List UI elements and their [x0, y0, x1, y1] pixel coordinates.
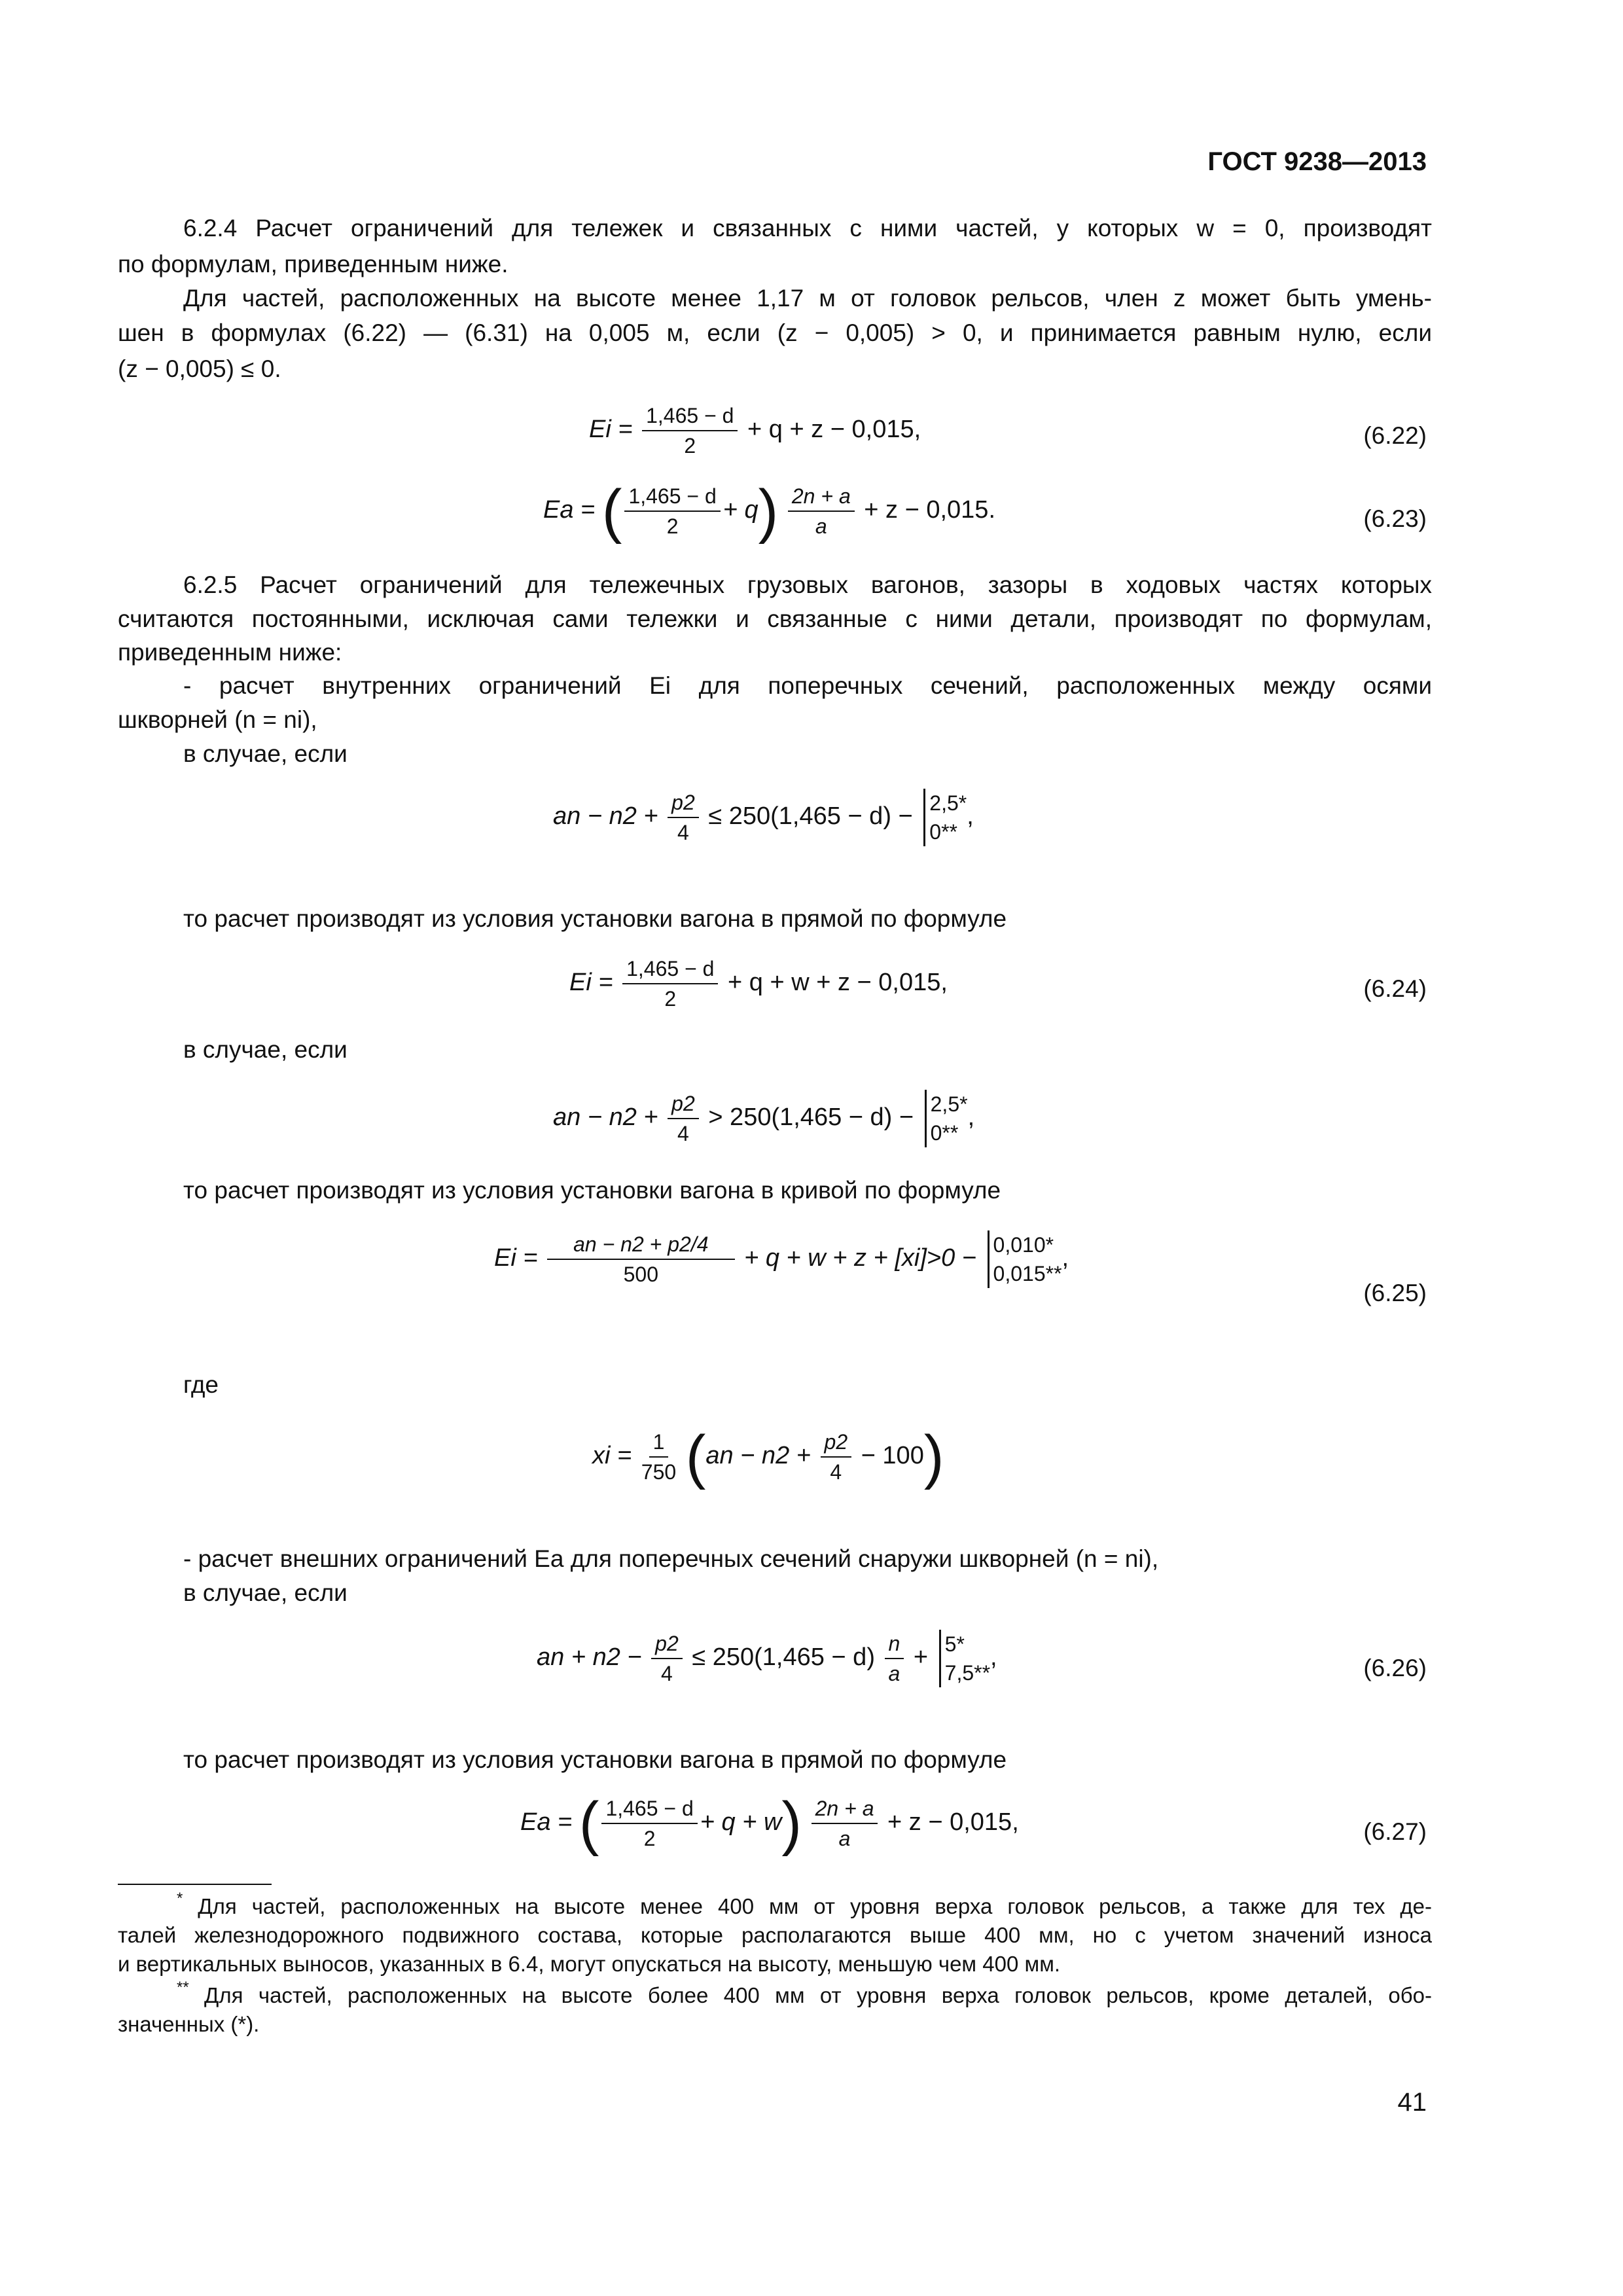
formula-tail: + z − 0,015. [864, 496, 996, 524]
numerator: 1 [649, 1429, 669, 1458]
case-if-2: в случае, если [183, 1036, 348, 1063]
denominator: 4 [677, 821, 689, 844]
denominator-2: a [888, 1662, 901, 1685]
formula-tail: + q + w + z − 0,015, [728, 969, 948, 997]
numerator: 1,465 − d [642, 403, 738, 431]
condition-relation: > 250(1,465 − d) − [708, 1103, 914, 1132]
formula-relation: ≤ 250(1,465 − d) [692, 1643, 875, 1672]
formula-6-23 [543, 478, 996, 545]
footnote-1-text-1: Для частей, расположенных на высоте менее 400 мм от уровня верха головок рельсов, а также для тех де- [198, 1894, 1433, 1918]
left-paren: ( [685, 1424, 706, 1490]
case-if-3: в случае, если [183, 1579, 348, 1606]
formula-lhs: an + n2 − [537, 1643, 642, 1672]
fraction [642, 403, 738, 459]
fraction-2 [821, 1429, 852, 1485]
numerator-2: p2 [821, 1429, 852, 1458]
footnote-1-line2: талей железнодорожного подвижного состава, которые располагаются выше 400 мм, но с учетом значений износа [118, 1923, 1432, 1947]
fraction [668, 789, 699, 846]
equation-number-6-27: (6.27) [1363, 1818, 1427, 1845]
then-straight-1: то расчет производят из условия установки вагона в прямой по формуле [183, 905, 1007, 932]
formula-plus: + [913, 1643, 929, 1672]
paragraph-z-line2: шен в формулах (6.22) — (6.31) на 0,005 м, если (z − 0,005) > 0, и принимается равным нулю, если [118, 319, 1432, 346]
then-curve: то расчет производят из условия установки вагона в кривой по формуле [183, 1177, 1001, 1204]
formula-6-25 [494, 1230, 1069, 1288]
fraction [641, 1429, 676, 1485]
right-paren: ) [758, 478, 779, 545]
left-paren: ( [579, 1790, 599, 1857]
bar-top: 2,5* [929, 791, 967, 815]
formula-6-27 [520, 1790, 1019, 1857]
formula-6-26 [537, 1630, 997, 1687]
bar-bottom: 0** [930, 1121, 959, 1145]
fraction [547, 1231, 734, 1287]
bar-top: 0,010* [993, 1233, 1054, 1257]
formula-6-24 [569, 956, 948, 1012]
equation-number-6-23: (6.23) [1363, 505, 1427, 532]
formula-lhs: Ei = [494, 1244, 538, 1272]
condition-tail: , [967, 802, 974, 831]
bar-bottom: 7,5** [944, 1661, 991, 1685]
fraction-2 [788, 483, 855, 539]
bar-top: 2,5* [930, 1092, 968, 1116]
paragraph-6-2-5-line1: 6.2.5 Расчет ограничений для тележечных грузовых вагонов, зазоры в ходовых частях которых [183, 571, 1432, 598]
where-label: где [183, 1371, 219, 1398]
formula-mid: + q [722, 496, 758, 524]
numerator: an − n2 + p2/4 [547, 1231, 734, 1260]
numerator: p2 [668, 1090, 699, 1119]
denominator: 2 [664, 987, 677, 1011]
equation-number-6-24: (6.24) [1363, 975, 1427, 1002]
formula-lhs: Ea = [520, 1808, 573, 1837]
denominator-2: a [838, 1827, 851, 1850]
numerator: 1,465 − d [601, 1795, 697, 1824]
formula-end: , [1061, 1244, 1069, 1272]
fraction [668, 1090, 699, 1147]
numerator: p2 [668, 789, 699, 818]
numerator: p2 [651, 1630, 683, 1659]
substitution-bar [923, 789, 967, 846]
formula-lhs: Ei = [589, 416, 633, 444]
bar-top: 5* [944, 1632, 965, 1656]
paragraph-6-2-4-line2: по формулам, приведенным ниже. [118, 251, 508, 278]
formula-tail: + q + w + z + [xi]>0 − [744, 1244, 976, 1272]
condition-lhs: an − n2 + [553, 1103, 658, 1132]
document-id: ГОСТ 9238—2013 [1207, 147, 1427, 176]
denominator: 2 [684, 434, 696, 457]
condition-1 [553, 789, 974, 846]
formula-tail: − 100 [861, 1442, 924, 1470]
condition-relation: ≤ 250(1,465 − d) − [708, 802, 913, 831]
formula-6-22 [589, 403, 921, 459]
inner-expression: an − n2 + [705, 1442, 811, 1470]
equation-number-6-22: (6.22) [1363, 422, 1427, 449]
substitution-bar [925, 1090, 968, 1147]
denominator: 2 [643, 1827, 656, 1850]
page-number: 41 [1397, 2088, 1427, 2117]
numerator: 1,465 − d [622, 956, 718, 984]
formula-tail: + z − 0,015, [887, 1808, 1019, 1837]
fraction-2 [885, 1630, 904, 1687]
denominator: 4 [677, 1122, 689, 1145]
bar-bottom: 0** [929, 820, 957, 844]
footnote-1-line3: и вертикальных выносов, указанных в 6.4, могут опускаться на высоту, меньшую чем 400 мм. [118, 1952, 1061, 1976]
denominator: 500 [623, 1263, 658, 1286]
footnote-2-mark: ** [177, 1979, 189, 1996]
substitution-bar [939, 1630, 990, 1687]
paragraph-z-line3: (z − 0,005) ≤ 0. [118, 355, 281, 382]
numerator-2: n [885, 1630, 904, 1659]
then-straight-2: то расчет производят из условия установки вагона в прямой по формуле [183, 1746, 1007, 1773]
fraction [601, 1795, 697, 1852]
right-paren: ) [923, 1424, 944, 1490]
fraction-2 [812, 1795, 878, 1852]
formula-lhs: Ea = [543, 496, 596, 524]
left-paren: ( [601, 478, 622, 545]
paragraph-z-line1: Для частей, расположенных на высоте менее 1,17 м от головок рельсов, член z может быть умень- [183, 285, 1432, 312]
formula-mid: + q + w [700, 1808, 782, 1837]
denominator: 2 [666, 514, 679, 538]
equation-number-6-26: (6.26) [1363, 1655, 1427, 1681]
formula-tail: , [990, 1643, 997, 1672]
denominator-2: 4 [830, 1460, 842, 1484]
fraction [624, 483, 720, 539]
formula-lhs: xi = [592, 1442, 632, 1470]
denominator: 750 [641, 1460, 677, 1484]
denominator-2: a [815, 514, 827, 538]
inner-limits-line2: шкворней (n = ni), [118, 706, 317, 733]
bar-bottom: 0,015** [993, 1262, 1062, 1285]
paragraph-6-2-4-line1: 6.2.4 Расчет ограничений для тележек и связанных с ними частей, у которых w = 0, производят [183, 215, 1432, 242]
substitution-bar [988, 1230, 1062, 1288]
condition-2 [553, 1090, 974, 1147]
formula-xi [592, 1424, 944, 1490]
numerator: 1,465 − d [624, 483, 720, 512]
right-paren: ) [781, 1790, 802, 1857]
fraction [622, 956, 718, 1012]
numerator-2: 2n + a [812, 1795, 878, 1824]
condition-lhs: an − n2 + [553, 802, 658, 831]
formula-tail: + q + z − 0,015, [747, 416, 921, 444]
formula-lhs: Ei = [569, 969, 613, 997]
footnote-2-line1 [177, 1979, 1432, 2012]
paragraph-6-2-5-line2: считаются постоянными, исключая сами тележки и связанные с ними детали, производят по формулам, [118, 605, 1432, 632]
footnote-2-text-1: Для частей, расположенных на высоте более 400 мм от уровня верха головок рельсов, кроме деталей, обо- [204, 1983, 1432, 2007]
denominator: 4 [661, 1662, 673, 1685]
numerator-2: 2n + a [788, 483, 855, 512]
fraction [651, 1630, 683, 1687]
footnote-1-mark: * [177, 1890, 183, 1907]
outer-limits-line1: - расчет внешних ограничений Ea для поперечных сечений снаружи шкворней (n = ni), [183, 1545, 1159, 1572]
paragraph-6-2-5-line3: приведенным ниже: [118, 639, 342, 666]
footnote-separator [118, 1884, 272, 1885]
case-if-1: в случае, если [183, 740, 348, 767]
equation-number-6-25: (6.25) [1363, 1280, 1427, 1306]
inner-limits-line1: - расчет внутренних ограничений Ei для поперечных сечений, расположенных между осями [183, 672, 1432, 699]
footnote-1-line1 [177, 1890, 1433, 1923]
footnote-2-line2: значенных (*). [118, 2012, 260, 2036]
condition-tail: , [967, 1103, 975, 1132]
